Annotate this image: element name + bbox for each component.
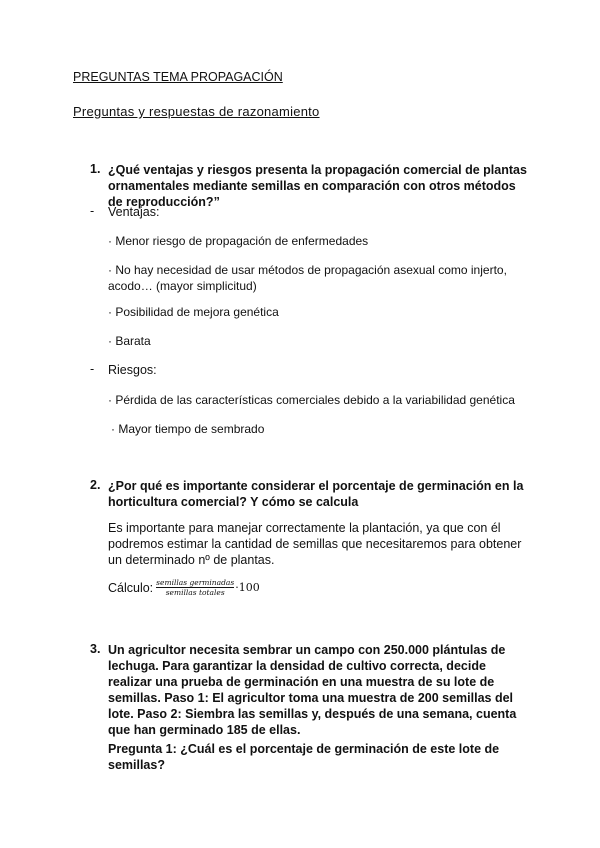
question-3-text: Un agricultor necesita sembrar un campo con 250.000 plántulas de lechuga. Para garantizar la densidad de cultivo correcta, decide realizar una prueba de germinación en una muestra de su lote de semillas. Paso 1: El agricultor toma una muestra de 200 semillas del lote. Paso 2: Siembra las semillas y, después de una semana, cuenta que han germinado 185 de ellas. xyxy=(108,643,517,737)
question-2-text: ¿Por qué es importante considerar el porcentaje de germinación en la horticultura comercial? Y cómo se calcula xyxy=(108,479,524,509)
question-3-pregunta-1: Pregunta 1: ¿Cuál es el porcentaje de germinación de este lote de semillas? xyxy=(108,742,500,772)
riesgo-item: · Pérdida de las características comerciales debido a la variabilidad genética xyxy=(108,393,515,407)
riesgos-label: Riesgos: xyxy=(108,363,157,377)
question-2-number: 2. xyxy=(90,478,101,492)
ventaja-item: · Menor riesgo de propagación de enfermedades xyxy=(108,234,369,248)
ventaja-item: · Posibilidad de mejora genética xyxy=(108,305,279,319)
ventaja-item: · No hay necesidad de usar métodos de propagación asexual como injerto, acodo… (mayor simplicitud) xyxy=(108,263,507,293)
formula-denominator: semillas totales xyxy=(165,588,225,597)
formula-fraction xyxy=(156,578,234,597)
formula-multiplier: ·100 xyxy=(235,581,260,594)
germination-formula xyxy=(108,578,260,597)
list-dash: - xyxy=(90,362,95,376)
document-title: PREGUNTAS TEMA PROPAGACIÓN xyxy=(73,70,283,84)
question-1-text: ¿Qué ventajas y riesgos presenta la propagación comercial de plantas ornamentales mediante semillas en comparación con otros métodos de reproducción?” xyxy=(108,163,527,209)
list-dash: - xyxy=(90,204,95,218)
ventajas-label: Ventajas: xyxy=(108,205,160,219)
document-subtitle: Preguntas y respuestas de razonamiento xyxy=(73,104,320,119)
question-1-number: 1. xyxy=(90,162,101,176)
riesgo-item: · Mayor tiempo de sembrado xyxy=(111,422,265,436)
formula-numerator: semillas germinadas xyxy=(156,578,235,587)
question-2-answer: Es importante para manejar correctamente la plantación, ya que con él podremos estimar la cantidad de semillas que necesitaremos para obtener un determinado nº de plantas. xyxy=(108,521,522,567)
ventaja-item: · Barata xyxy=(108,334,151,348)
calc-label: Cálculo: xyxy=(108,580,154,595)
question-3-number: 3. xyxy=(90,642,101,656)
